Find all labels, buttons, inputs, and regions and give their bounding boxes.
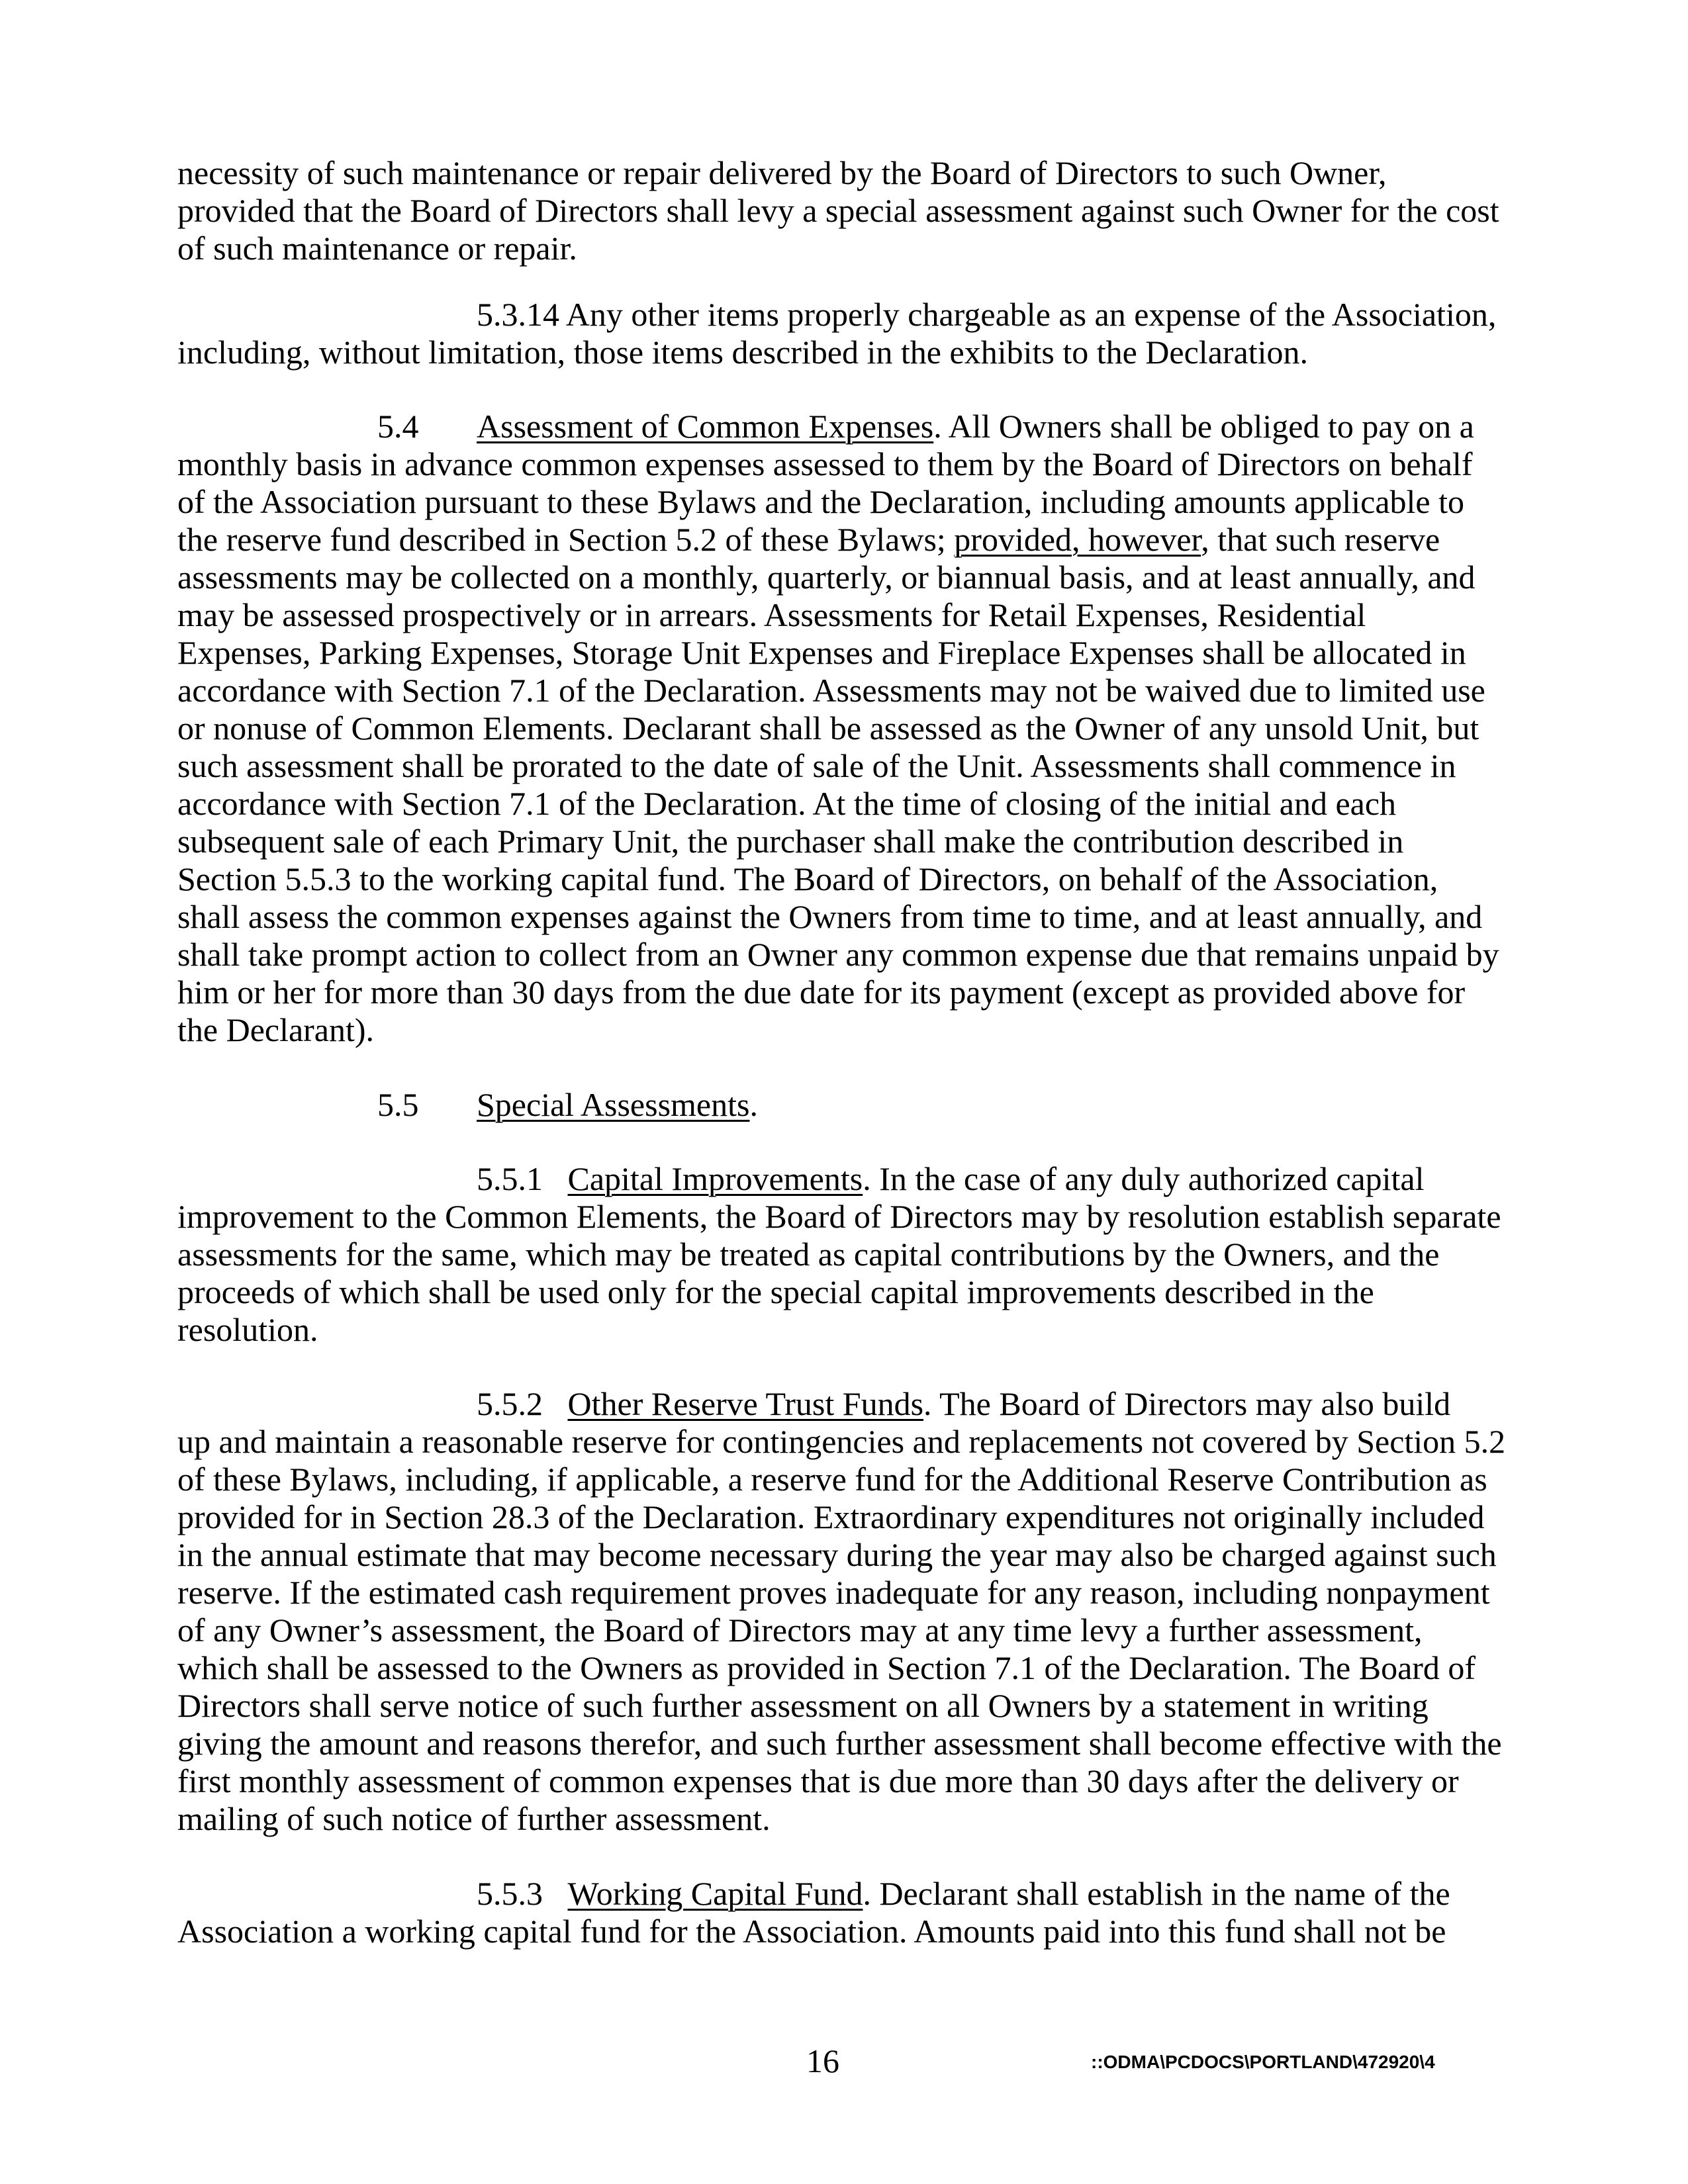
section-5-5-2-line-1-rest: . The Board of Directors may also build: [923, 1385, 1451, 1422]
section-5-5-2-line-11: first monthly assessment of common expenses that is due more than 30 days after the delivery or: [177, 1762, 1459, 1799]
page-number: 16: [806, 2042, 839, 2079]
section-5-5-period: .: [749, 1086, 758, 1123]
section-5-5-1-number: 5.5.1: [477, 1160, 543, 1197]
section-5-5-2-line-2: up and maintain a reasonable reserve for contingencies and replacements not covered by Section 5.2: [177, 1423, 1506, 1460]
section-5-5-2-line-1: [477, 1385, 1450, 1423]
section-5-5-2-line-9: Directors shall serve notice of such further assessment on all Owners by a statement in writing: [177, 1687, 1429, 1724]
section-5-4-line-12: subsequent sale of each Primary Unit, the purchaser shall make the contribution described in: [177, 823, 1404, 860]
document-id: ::ODMA\PCDOCS\PORTLAND\472920\4: [1091, 2052, 1435, 2072]
section-5-4-line-10: such assessment shall be prorated to the date of sale of the Unit. Assessments shall commence in: [177, 747, 1456, 784]
section-5-4-line-8: accordance with Section 7.1 of the Declaration. Assessments may not be waived due to limited use: [177, 672, 1485, 709]
section-5-4-line-11: accordance with Section 7.1 of the Declaration. At the time of closing of the initial and each: [177, 785, 1397, 822]
section-5-5-1-line-2: improvement to the Common Elements, the Board of Directors may by resolution establish separate: [177, 1198, 1501, 1235]
section-5-5-2-title: Other Reserve Trust Funds: [567, 1385, 924, 1422]
provided-term: provided: [954, 521, 1072, 558]
section-5-4-line-14: shall assess the common expenses against the Owners from time to time, and at least annually, and: [177, 898, 1483, 935]
section-5-5-2-line-12: mailing of such notice of further assessment.: [177, 1800, 771, 1837]
section-5-4-line-7: Expenses, Parking Expenses, Storage Unit Expenses and Fireplace Expenses shall be allocated in: [177, 634, 1466, 671]
section-5-5-2-line-6: reserve. If the estimated cash requirement proves inadequate for any reason, including nonpayment: [177, 1574, 1490, 1611]
section-5-5-1-line-4: proceeds of which shall be used only for the special capital improvements described in the: [177, 1273, 1374, 1310]
section-5-4-heading: [477, 407, 1474, 445]
term-comma: ,: [1072, 521, 1089, 558]
section-5-4-line-2: monthly basis in advance common expenses assessed to them by the Board of Directors on behalf: [177, 445, 1473, 482]
intro-line-3: of such maintenance or repair.: [177, 230, 577, 267]
section-5-4-line-17: the Declarant).: [177, 1011, 375, 1048]
section-5-4-line-3: of the Association pursuant to these Bylaws and the Declaration, including amounts applicable to: [177, 483, 1464, 520]
section-5-4-line-16: him or her for more than 30 days from the due date for its payment (except as provided above for: [177, 974, 1466, 1011]
section-5-5-1-title: Capital Improvements: [567, 1160, 863, 1197]
section-5-4-line-5: assessments may be collected on a monthly, quarterly, or biannual basis, and at least annually, and: [177, 559, 1476, 596]
section-5-4-title: Assessment of Common Expenses: [477, 408, 934, 445]
section-5-4-line-6: may be assessed prospectively or in arrears. Assessments for Retail Expenses, Residential: [177, 596, 1366, 633]
section-5-5-3-line-2: Association a working capital fund for the Association. Amounts paid into this fund shall not be: [177, 1913, 1446, 1950]
section-5-5-1-line-5: resolution.: [177, 1311, 318, 1348]
section-5-4-line-1: . All Owners shall be obliged to pay on a: [933, 408, 1474, 445]
intro-line-1: necessity of such maintenance or repair delivered by the Board of Directors to such Owner,: [177, 154, 1387, 191]
section-5-4-line-4-start: the reserve fund described in Section 5.2 of these Bylaws;: [177, 521, 955, 558]
section-5-5-1-line-3: assessments for the same, which may be treated as capital contributions by the Owners, and the: [177, 1236, 1440, 1273]
section-5-5-2-number: 5.5.2: [477, 1385, 543, 1422]
section-5-5-2-line-7: of any Owner’s assessment, the Board of Directors may at any time levy a further assessment,: [177, 1612, 1423, 1649]
section-5-5-title: Special Assessments: [477, 1086, 750, 1123]
intro-line-2: provided that the Board of Directors shall levy a special assessment against such Owner for the cost: [177, 192, 1499, 229]
section-5-5-number: 5.5: [377, 1086, 419, 1123]
section-5-5-3-line-1-rest: . Declarant shall establish in the name of the: [863, 1875, 1450, 1912]
section-5-4-number: 5.4: [377, 408, 419, 445]
section-5-5-2-line-3: of these Bylaws, including, if applicable, a reserve fund for the Additional Reserve Contribution as: [177, 1461, 1487, 1498]
section-5-4-line-4-end: , that such reserve: [1201, 521, 1440, 558]
however-term: however: [1088, 521, 1201, 558]
section-5-4-line-13: Section 5.5.3 to the working capital fund. The Board of Directors, on behalf of the Association,: [177, 860, 1438, 897]
section-5-5-3-number: 5.5.3: [477, 1875, 543, 1912]
section-5-5-heading: [477, 1085, 758, 1124]
section-5-4-line-9: or nonuse of Common Elements. Declarant shall be assessed as the Owner of any unsold Unit, but: [177, 709, 1479, 747]
section-5-5-1-line-1: [477, 1160, 1425, 1198]
section-5-5-1-line-1-rest: . In the case of any duly authorized capital: [863, 1160, 1425, 1197]
section-5-5-3-line-1: [477, 1874, 1450, 1913]
section-5-5-2-line-4: provided for in Section 28.3 of the Declaration. Extraordinary expenditures not originally included: [177, 1498, 1485, 1535]
section-5-3-14-line-1: 5.3.14 Any other items properly chargeable as an expense of the Association,: [477, 296, 1497, 333]
section-5-5-2-line-5: in the annual estimate that may become necessary during the year may also be charged against such: [177, 1536, 1497, 1573]
section-5-4-line-15: shall take prompt action to collect from an Owner any common expense due that remains unpaid by: [177, 936, 1499, 973]
section-5-4-line-4: [177, 520, 1440, 559]
section-5-5-2-line-8: which shall be assessed to the Owners as provided in Section 7.1 of the Declaration. The Board of: [177, 1649, 1476, 1686]
section-5-3-14-line-2: including, without limitation, those items described in the exhibits to the Declaration.: [177, 334, 1309, 371]
section-5-5-3-title: Working Capital Fund: [567, 1875, 863, 1912]
section-5-5-2-line-10: giving the amount and reasons therefor, and such further assessment shall become effective with the: [177, 1725, 1502, 1762]
